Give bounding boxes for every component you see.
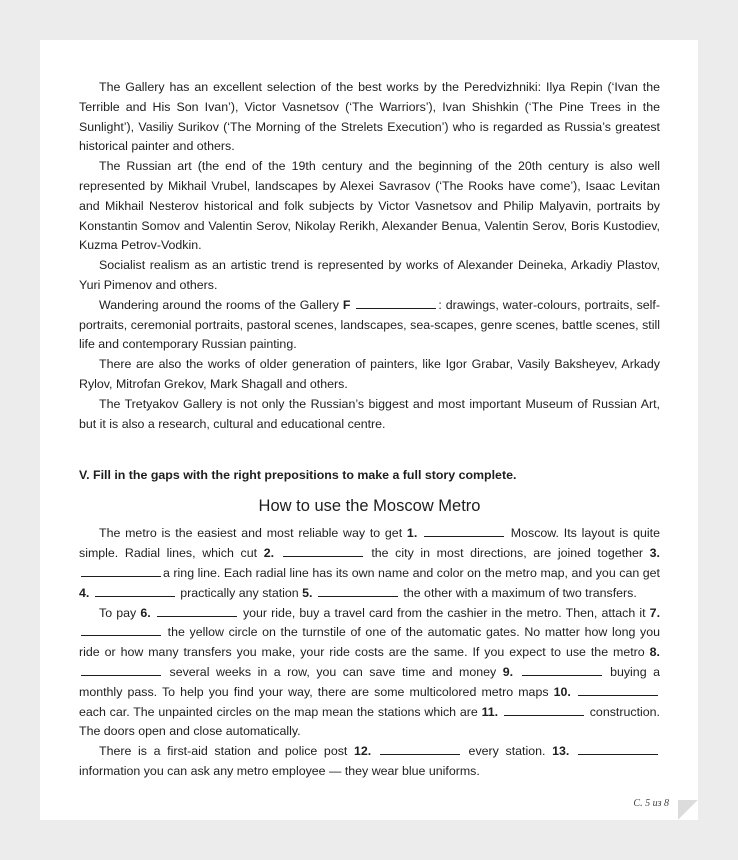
gap-number: 13. [552, 744, 570, 759]
gap-blank[interactable] [522, 663, 602, 676]
gap-blank[interactable] [578, 683, 658, 696]
gap-blank[interactable] [81, 623, 161, 636]
gap-blank[interactable] [81, 663, 161, 676]
gap-number: 6. [140, 605, 151, 620]
story-paragraph-2: To pay 6. your ride, buy a travel card from the cashier in the metro. Then, attach it 7. the yellow circle on the turnstile of one of the automatic gates. No matter how long you ride or how many transfers you make, your ride costs are the same. If you expect to use the metro 8. several weeks in a row, you can save time and money 9. buying a monthly pass. To help you find your way, there are some multicolored metro maps 10. each car. The unpainted circles on the map mean the stations which are 11. construction. The doors open and close automatically. [79, 605, 661, 739]
passage-paragraph: The Gallery has an excellent selection of the best works by the Peredvizhniki: Ilya Repin (‘Ivan the Terrible and His Son Ivan’), Victor Vasnetsov (‘The Warriors’), Ivan Shishkin (‘The Pine Trees in the Sunlight’), Vasiliy Surikov (‘The Morning of the Strelets Execution’) who is regarded as Russia’s greatest historical painter and others. [79, 80, 660, 154]
gap-blank[interactable] [318, 584, 398, 597]
gap-blank[interactable] [578, 742, 658, 755]
gap-blank[interactable] [424, 524, 504, 537]
gap-blank[interactable] [157, 604, 237, 617]
gap-number: 1. [406, 526, 418, 541]
page-number: С. 5 из 8 [633, 798, 669, 809]
passage-paragraph: The Tretyakov Gallery is not only the Russian’s biggest and most important Museum of Russian Art, but it is also a research, cultural and educational centre. [79, 396, 660, 431]
gap-blank[interactable] [95, 584, 175, 597]
gap-blank[interactable] [356, 296, 436, 309]
gap-number: 10. [553, 684, 571, 699]
worksheet-page [40, 40, 698, 820]
passage-paragraph: The Russian art (the end of the 19th century and the beginning of the 20th century is also well represented by Mikhail Vrubel, landscapes by Alexei Savrasov (‘The Rooks have come’), Isaac Levitan and Mikhail Nesterov historical and folk subjects by Victor Vasnetsov and Philip Malyavin, portraits by Konstantin Somov and Valentin Serov, Nikolay Rerikh, Alexander Benua, Valentin Serov, Boris Kustodiev, Kuzma Petrov-Vodkin. [79, 159, 660, 253]
gap-blank[interactable] [380, 742, 460, 755]
passage-paragraph: There are also the works of older generation of painters, like Igor Grabar, Vasily Baksheyev, Arkady Rylov, Mitrofan Grekov, Mark Shagall and others. [79, 357, 660, 391]
page-corner-fold [678, 800, 698, 820]
gap-number: 3. [649, 546, 660, 561]
passage-paragraph: Socialist realism as an artistic trend is represented by works of Alexander Deineka, Arkadiy Plastov, Yuri Pimenov and others. [79, 258, 660, 292]
gap-number: 2. [263, 546, 275, 561]
story-paragraph-3: There is a first-aid station and police post 12. every station. 13. information you can ask any metro employee — they wear blue uniforms. [79, 742, 660, 782]
gap-number: 5. [302, 585, 313, 600]
gap-blank[interactable] [81, 564, 161, 577]
story-title: How to use the Moscow Metro [258, 497, 481, 516]
task-heading: V. Fill in the gaps with the right prepositions to make a full story complete. [79, 468, 517, 483]
gap-letter-f: F [342, 297, 351, 312]
passage-paragraph-f: Wandering around the rooms of the Gallery F : drawings, water-colours, portraits, self-portraits, ceremonial portraits, pastoral scenes, landscapes, sea-scapes, genre scenes, battle scenes, still life and contemporary Russian painting. [79, 297, 660, 352]
page-content [79, 78, 660, 782]
gap-blank[interactable] [283, 544, 363, 557]
gap-number: 9. [502, 664, 514, 679]
gap-number: 11. [481, 704, 499, 719]
gap-blank[interactable] [504, 703, 584, 716]
gap-number: 7. [649, 605, 661, 620]
gap-number: 12. [354, 744, 372, 759]
story-paragraph-1: The metro is the easiest and most reliable way to get 1. Moscow. Its layout is quite simple. Radial lines, which cut 2. the city in most directions, are joined together 3. a ring line. Each radial line has its own name and color on the metro map, and you can get 4. practically any station 5. the other with a maximum of two transfers. [79, 526, 661, 600]
gap-number: 8. [649, 645, 660, 660]
gap-number: 4. [79, 585, 90, 600]
